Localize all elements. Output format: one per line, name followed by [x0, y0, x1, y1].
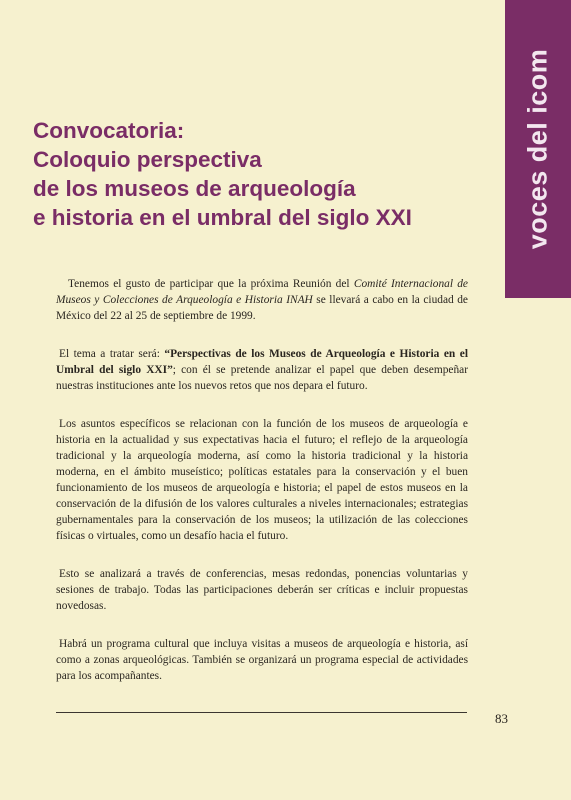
paragraph	[56, 346, 468, 394]
title-line: de los museos de arqueología	[33, 176, 356, 201]
paragraph: Habrá un programa cultural que incluya visitas a museos de arqueología e historia, así como a zonas arqueológicas. También se organizará un programa especial de actividades para los acompañantes.	[56, 638, 468, 682]
article-body	[56, 276, 468, 684]
title-line: Coloquio perspectiva	[33, 147, 262, 172]
page-number: 83	[495, 711, 508, 726]
colloquium-theme: “Perspectivas de los Museos de Arqueología e Historia en el Umbral del siglo XXI”	[56, 348, 468, 376]
paragraph	[56, 276, 468, 324]
article-title	[33, 116, 488, 232]
footer-rule	[56, 712, 467, 713]
paragraph-text: El tema a tratar será:	[59, 348, 165, 360]
paragraph: Esto se analizará a través de conferencias, mesas redondas, ponencias voluntarias y sesiones de trabajo. Todas las participaciones deberán ser críticas e incluir propuestas novedosas.	[56, 568, 468, 612]
paragraph-text: Tenemos el gusto de participar que la próxima Reunión del	[68, 278, 354, 290]
title-line: Convocatoria:	[33, 118, 185, 143]
paragraph: Los asuntos específicos se relacionan con la función de los museos de arqueología e historia en la actualidad y sus expectativas hacia el futuro; el reflejo de la arqueología tradicional y la arqueología moderna, así como la historia tradicional y la historia moderna, en el ámbito museístico; políticas estatales para la conservación y el buen funcionamiento de los museos de arqueología e historia; el papel de estos museos en la conservación de la difusión de los valores culturales a niveles internacionales; estrategias gubernamentales para la conservación de los museos; la utilización de las colecciones físicas o virtuales, como un desafío hacia el futuro.	[56, 418, 468, 542]
paragraph-text: ; con él se pretende analizar el papel que deben desempeñar nuestras instituciones ante los nuevos retos que nos depara el futuro.	[56, 364, 469, 392]
section-tab-label: voces del icom	[522, 48, 553, 250]
paragraph-text: se llevará a cabo en la ciudad de México del 22 al 25 de septiembre de 1999.	[56, 294, 468, 322]
committee-name: Comité Internacional de Museos y Colecciones de Arqueología e Historia INAH	[56, 278, 468, 306]
title-line: e historia en el umbral del siglo XXI	[33, 205, 412, 230]
section-tab	[505, 0, 571, 298]
